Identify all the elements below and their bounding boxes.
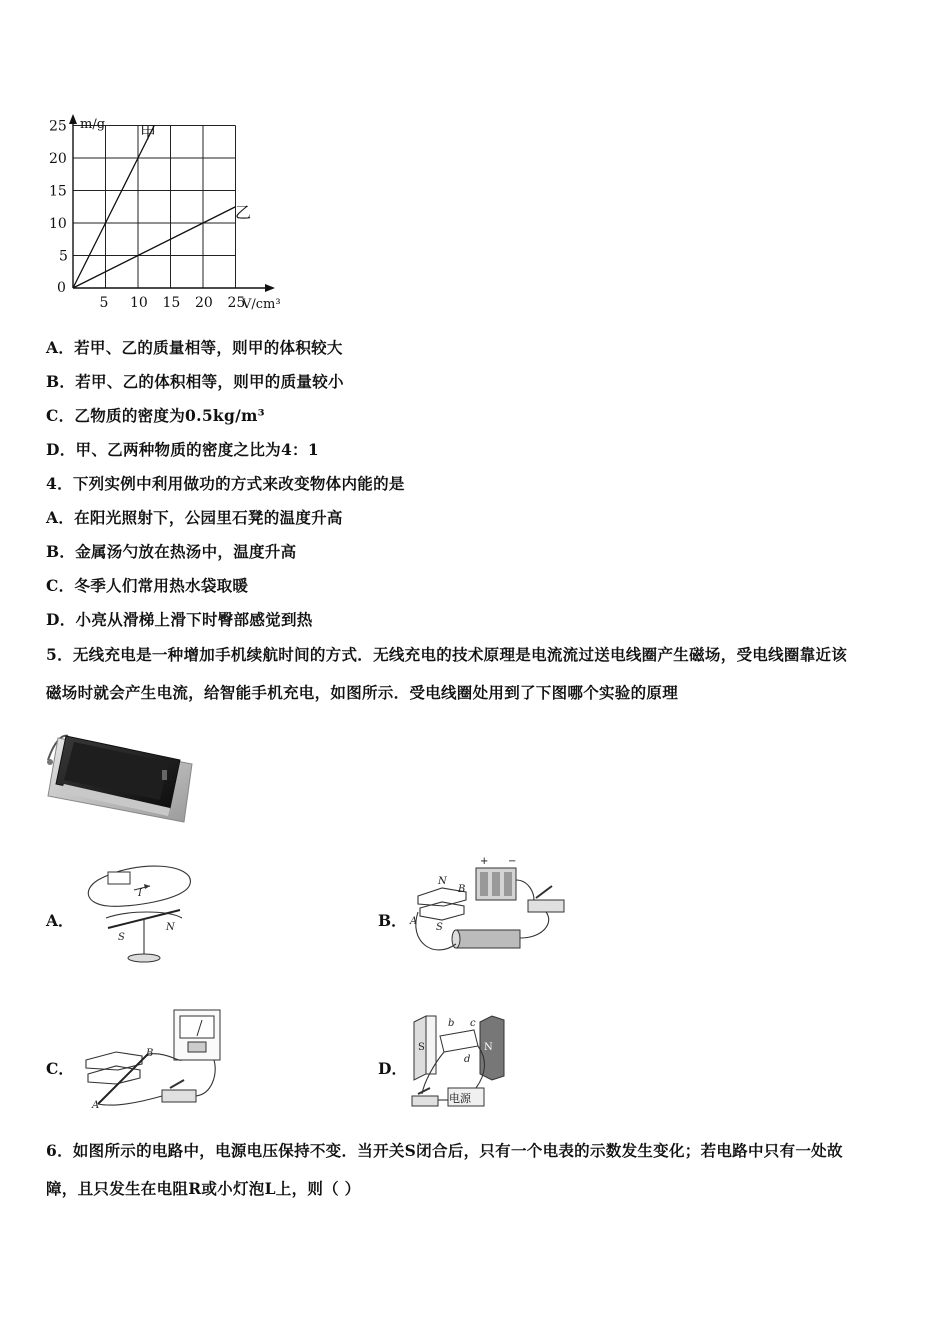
mass-volume-chart	[40, 112, 300, 312]
series-label-jia: 甲	[140, 123, 157, 142]
series-line-1	[73, 207, 236, 288]
x-tick-label: 5	[99, 295, 109, 311]
q5-option-a-figure	[78, 860, 198, 970]
c-a-label: A	[92, 1100, 100, 1111]
q5-option-c-figure	[78, 1004, 230, 1112]
chart-series	[73, 126, 236, 289]
q5-option-c-label: C．	[46, 1059, 74, 1078]
y-tick-label: 20	[49, 151, 67, 167]
svg-text:−: −	[508, 856, 517, 867]
q3-option-d: D．甲、乙两种物质的密度之比为4：1	[46, 440, 319, 459]
d-d-label: d	[464, 1054, 471, 1065]
x-axis-arrow	[265, 284, 275, 292]
c-b-label: B	[146, 1048, 154, 1059]
a-current-label: I	[138, 888, 142, 899]
x-tick-label: 20	[195, 295, 213, 311]
q4-option-b: B．金属汤勺放在热汤中，温度升高	[46, 542, 297, 561]
x-tick-label: 0	[57, 280, 66, 296]
chart-ticks	[49, 119, 245, 312]
a-n-label: N	[166, 922, 175, 933]
y-axis-arrow	[69, 114, 77, 124]
q5-option-b-figure	[404, 852, 572, 964]
q3-option-b: B．若甲、乙的体积相等，则甲的质量较小	[46, 372, 344, 391]
d-power-label: 电源	[449, 1092, 471, 1105]
y-tick-label: 5	[59, 248, 68, 265]
y-tick-label: 15	[49, 183, 67, 200]
q3-option-c: C．乙物质的密度为0.5kg/m³	[46, 406, 265, 425]
q5-stem-line2: 磁场时就会产生电流，给智能手机充电，如图所示．受电线圈处用到了下图哪个实验的原理	[46, 683, 679, 702]
b-s-label: S	[436, 922, 443, 933]
x-axis-label: V/cm³	[242, 297, 281, 312]
wireless-charger-photo	[44, 720, 196, 826]
svg-text:+: +	[480, 856, 489, 867]
b-a-label: A	[410, 916, 418, 927]
q4-option-c: C．冬季人们常用热水袋取暖	[46, 576, 249, 595]
series-line-0	[73, 126, 154, 289]
d-n-label: N	[484, 1042, 493, 1053]
q5-stem-line1: 5．无线充电是一种增加手机续航时间的方式．无线充电的技术原理是电流流过送电线圈产生磁场，受电线圈靠近该	[46, 645, 848, 664]
q6-stem-line2: 障，且只发生在电阻R或小灯泡L上，则（ ）	[46, 1179, 361, 1198]
q5-option-a-label: A．	[46, 911, 74, 930]
d-b-label: b	[448, 1018, 455, 1029]
d-s-label: S	[418, 1042, 425, 1053]
q4-option-d: D．小亮从滑梯上滑下时臀部感觉到热	[46, 610, 313, 629]
b-b-label: B	[458, 884, 466, 895]
x-tick-label: 25	[227, 295, 246, 311]
q5-option-d-figure	[404, 1004, 516, 1112]
q5-option-b-label: B．	[378, 911, 407, 930]
d-c-label: c	[470, 1018, 476, 1029]
q5-option-d-label: D．	[378, 1059, 407, 1078]
x-tick-label: 10	[130, 295, 148, 311]
y-tick-label: 25	[49, 118, 67, 135]
q4-option-a: A．在阳光照射下，公园里石凳的温度升高	[46, 508, 343, 527]
x-tick-label: 15	[162, 295, 181, 311]
b-n-label: N	[438, 876, 447, 887]
y-tick-label: 10	[49, 216, 67, 232]
q4-stem: 4．下列实例中利用做功的方式来改变物体内能的是	[46, 474, 405, 493]
series-label-yi: 乙	[235, 203, 252, 222]
y-axis-label: m/g	[80, 117, 106, 132]
q3-option-a: A．若甲、乙的质量相等，则甲的体积较大	[46, 338, 343, 357]
q6-stem-line1: 6．如图所示的电路中，电源电压保持不变．当开关S闭合后，只有一个电表的示数发生变化；若电路中只有一处故	[46, 1141, 843, 1160]
a-s-label: S	[118, 932, 125, 943]
